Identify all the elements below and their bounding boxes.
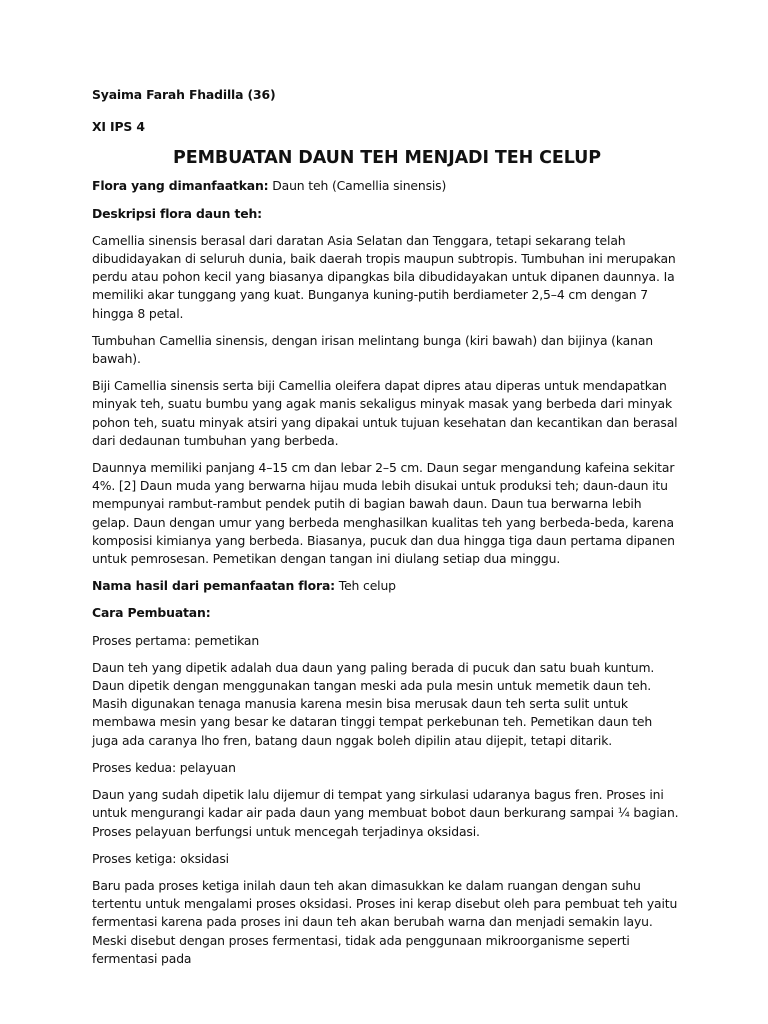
step-text-oxidation: Baru pada proses ketiga inilah daun teh akan dimasukkan ke dalam ruangan dengan suhu tertentu untuk mengalami proses oksidasi. Proses ini kerap disebut oleh para pembuat teh yaitu fermentasi karena pada proses ini daun teh akan berubah warna dan menjadi semakin layu. Meski disebut dengan proses fermentasi, tidak ada penggunaan mikroorganisme seperti fermentasi pada <box>92 877 678 966</box>
paragraph-seeds: Biji Camellia sinensis serta biji Camellia oleifera dapat dipres atau diperas untuk mendapatkan minyak teh, suatu bumbu yang agak manis sekaligus minyak masak yang berbeda dari minyak pohon teh, suatu minyak atsiri yang dipakai untuk tujuan kesehatan dan kecantikan dan berasal dari dedaunan tumbuhan yang berbeda. <box>92 378 678 448</box>
class-label: XI IPS 4 <box>92 119 145 135</box>
flora-line <box>92 177 682 195</box>
paragraph-leaves: Daunnya memiliki panjang 4–15 cm dan lebar 2–5 cm. Daun segar mengandung kafeina sekitar 4%. [2] Daun muda yang berwarna hijau muda lebih disukai untuk produksi teh; daun-daun itu mempunyai rambut-rambut pendek putih di bagian bawah daun. Daun tua berwarna lebih gelap. Daun dengan umur yang berbeda menghasilkan kualitas teh yang berbeda-beda, karena komposisi kimianya yang berbeda. Biasanya, pucuk dan dua hingga tiga daun pertama dipanen untuk pemrosesan. Pemetikan dengan tangan ini diulang setiap dua minggu. <box>92 460 675 567</box>
step-title-withering: Proses kedua: pelayuan <box>92 759 236 775</box>
step-text-withering: Daun yang sudah dipetik lalu dijemur di tempat yang sirkulasi udaranya bagus fren. Proses ini untuk mengurangi kadar air pada daun yang membuat bobot daun berkurang sampai ¼ bagian. Proses pelayuan berfungsi untuk mencegah terjadinya oksidasi. <box>92 787 679 839</box>
product-value: Teh celup <box>334 578 396 594</box>
step-text-picking: Daun teh yang dipetik adalah dua daun yang paling berada di pucuk dan satu buah kuntum. Daun dipetik dengan menggunakan tangan meski ada pula mesin untuk memetik daun teh. Masih digunakan tenaga manusia karena mesin bisa merusak daun teh serta sulit untuk membawa mesin yang besar ke dataran tinggi tempat perkebunan teh. Pemetikan daun teh juga ada caranya lho fren, batang daun nggak boleh dipilin atau dijepit, tetapi ditarik. <box>92 659 655 748</box>
step-title-picking: Proses pertama: pemetikan <box>92 632 260 648</box>
paragraph-caption: Tumbuhan Camellia sinensis, dengan irisan melintang bunga (kiri bawah) dan bijinya (kanan bawah). <box>92 332 653 367</box>
document-page <box>92 86 682 977</box>
flora-value: Daun teh (Camellia sinensis) <box>268 178 447 194</box>
product-line <box>92 577 682 595</box>
author-name: Syaima Farah Fhadilla (36) <box>92 87 276 102</box>
product-label: Nama hasil dari pemanfaatan flora: <box>92 578 335 594</box>
flora-label: Flora yang dimanfaatkan: <box>92 178 269 194</box>
step-title-oxidation: Proses ketiga: oksidasi <box>92 850 229 866</box>
paragraph-origin: Camellia sinensis berasal dari daratan Asia Selatan dan Tenggara, tetapi sekarang telah dibudidayakan di seluruh dunia, baik daerah tropis maupun subtropis. Tumbuhan ini merupakan perdu atau pohon kecil yang biasanya dipangkas bila dibudidayakan untuk dipanen daunnya. Ia memiliki akar tunggang yang kuat. Bunganya kuning-putih berdiameter 2,5–4 cm dengan 7 hingga 8 petal. <box>92 232 676 321</box>
document-title: PEMBUATAN DAUN TEH MENJADI TEH CELUP <box>173 148 601 169</box>
method-heading: Cara Pembuatan: <box>92 605 211 621</box>
description-heading: Deskripsi flora daun teh: <box>92 205 262 221</box>
